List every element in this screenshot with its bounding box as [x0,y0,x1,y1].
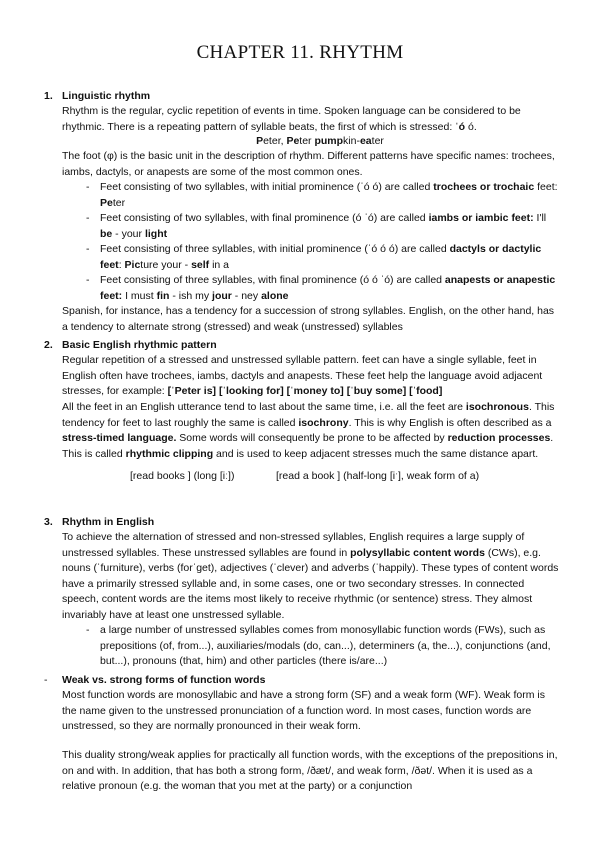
section-2-title: Basic English rhythmic pattern [62,339,217,351]
bullet-dash: - [86,274,90,286]
list-item: Feet consisting of two syllables, with final prominence (ó ˈó) are called iambs or iambic feet: I'll be - your light [100,212,547,240]
list-item: Feet consisting of three syllables, with initial prominence (ˈó ó ó) are called dactyls or dactylic feet: Picture your - self in a [100,243,542,271]
section-3-paragraph-1: To achieve the alternation of stressed and non-stressed syllables, English requires a large supply of unstressed syllables. These unstressed syllables are found in polysyllabic content words (CWs), e.g. nouns (ˈfurniture), verbs (forˈget), adjectives (ˈclever) and adverbs (ˈhappily). These types of content words have a primarily stressed syllable and, in some cases, one or two secondary stresses. In connected speech, content words are the items most likely to receive rhythmic (or sentence) stress. They almost invariably have at least one unstressed syllable. [62,531,559,621]
section-4-paragraph-2: This duality strong/weak applies for practically all function words, with the exceptions of the prepositions in, on and with. In addition, that has both a strong form, /ðæt/, and weak form, /ðət/. When it is used as a relative pronoun (e.g. the woman that you met at the party) or a conjunction [62,749,558,792]
section-1-example: Peter, Peter pumpkin-eater [256,135,384,147]
section-1-paragraph-3: Spanish, for instance, has a tendency for a succession of strong syllables. English, on the other hand, has a tendency to alternate strong (stressed) and weak (unstressed) syllables [62,305,555,333]
section-4-paragraph-1: Most function words are monosyllabic and have a strong form (SF) and a weak form (WF). Weak form is the name given to the unstressed pronunciation of a function word. In most cases, function words are unstressed, so they are normally pronounced in their weak form. [62,689,545,732]
section-3-bullet: a large number of unstressed syllables comes from monosyllabic function words (FWs), such as prepositions (of, from...), auxiliaries/modals (do, can...), determiners (a, the...), conjunctions (and, but...), pronouns (that, him) and other particles (there is/are...) [100,624,551,667]
section-1-paragraph-1: Rhythm is the regular, cyclic repetition of events in time. Spoken language can be considered to be rhythmic. There is a repeating pattern of syllable beats, the first of which is stressed: ˈó ó. [62,105,521,133]
chapter-title: CHAPTER 11. RHYTHM [196,42,404,63]
section-1-number: 1. [44,90,53,102]
bullet-dash: - [86,181,90,193]
section-1-paragraph-2: The foot (φ) is the basic unit in the description of rhythm. Different patterns have specific names: trochees, iambs, dactyls, or anapests are some of the most common ones. [62,150,555,178]
section-2-number: 2. [44,339,53,351]
section-1-title: Linguistic rhythm [62,90,151,102]
section-2-paragraph-1: Regular repetition of a stressed and unstressed syllable pattern. feet can have a single syllable, feet in English often have trochees, iambs, dactyls and anapests. These feet help the language avoid adjacent stresses, for example: [ˈPeter is] [ˈlooking for] [ˈmoney to] [ˈbuy some] [ˈfood] [62,354,543,397]
section-2-example-left: [read books ] (long [iː]) [130,470,235,482]
list-item: Feet consisting of two syllables, with initial prominence (ˈó ó) are called trochees or trochaic feet: Peter [100,181,558,209]
bullet-dash: - [86,212,90,224]
section-3-title: Rhythm in English [62,516,155,528]
bullet-dash: - [86,624,90,636]
list-item: Feet consisting of three syllables, with final prominence (ó ó ˈó) are called anapests or anapestic feet: I must fin - ish my jour - ney alone [100,274,556,302]
section-2-paragraph-2: All the feet in an English utterance tend to last about the same time, i.e. all the feet are isochronous. This tendency for feet to last roughly the same is called isochrony. This is why English is often described as a stress-timed language. Some words will consequently be prone to be affected by reduction processes. This is called rhythmic clipping and is used to keep adjacent stresses much the same distance apart. [62,401,555,460]
section-4-marker: - [44,674,48,686]
bullet-dash: - [86,243,90,255]
section-4-title: Weak vs. strong forms of function words [62,674,266,686]
section-3-number: 3. [44,516,53,528]
section-2-example-right: [read a book ] (half-long [iˑ], weak form of a) [276,470,480,482]
